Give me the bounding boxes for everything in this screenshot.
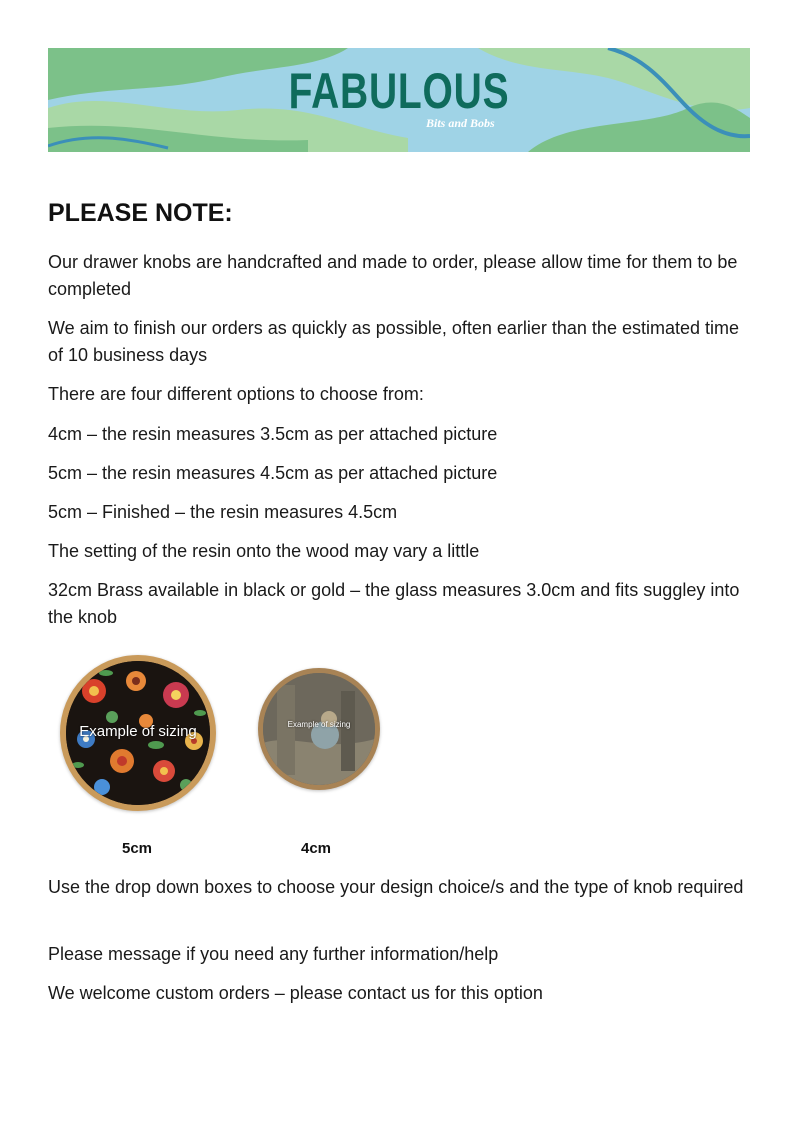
page-heading: PLEASE NOTE:	[48, 199, 233, 227]
option-item: 5cm – Finished – the resin measures 4.5cm	[48, 502, 398, 522]
option-item: 32cm Brass available in black or gold – the glass measures 3.0cm and fits suggley into the knob	[48, 580, 740, 627]
knob-example-4cm-image	[258, 668, 380, 790]
brand-title: FABULOUS	[288, 63, 510, 119]
size-label-5cm: 5cm	[122, 840, 153, 857]
illustration-pattern-icon	[263, 673, 375, 785]
option-item: 4cm – the resin measures 3.5cm as per attached picture	[48, 424, 498, 444]
note-paragraph: Our drawer knobs are handcrafted and made to order, please allow time for them to be completed	[48, 252, 738, 299]
instruction-paragraph: Please message if you need any further information/help	[48, 944, 499, 964]
knob-example-5cm-image	[60, 655, 216, 811]
illustrated-resin-face	[263, 673, 375, 785]
brand-banner	[48, 48, 750, 152]
option-item: 5cm – the resin measures 4.5cm as per attached picture	[48, 463, 498, 483]
note-paragraph: There are four different options to choose from:	[48, 384, 424, 404]
example-caption: Example of sizing	[79, 723, 197, 740]
note-paragraph: We aim to finish our orders as quickly as possible, often earlier than the estimated time of 10 business days	[48, 318, 739, 365]
brand-subtitle: Bits and Bobs	[426, 116, 495, 130]
note-paragraph: The setting of the resin onto the wood may vary a little	[48, 541, 480, 561]
instruction-paragraph: Use the drop down boxes to choose your design choice/s and the type of knob required	[48, 877, 744, 897]
example-caption: Example of sizing	[287, 720, 351, 729]
instruction-paragraph: We welcome custom orders – please contact us for this option	[48, 983, 543, 1003]
size-label-4cm: 4cm	[301, 840, 332, 857]
